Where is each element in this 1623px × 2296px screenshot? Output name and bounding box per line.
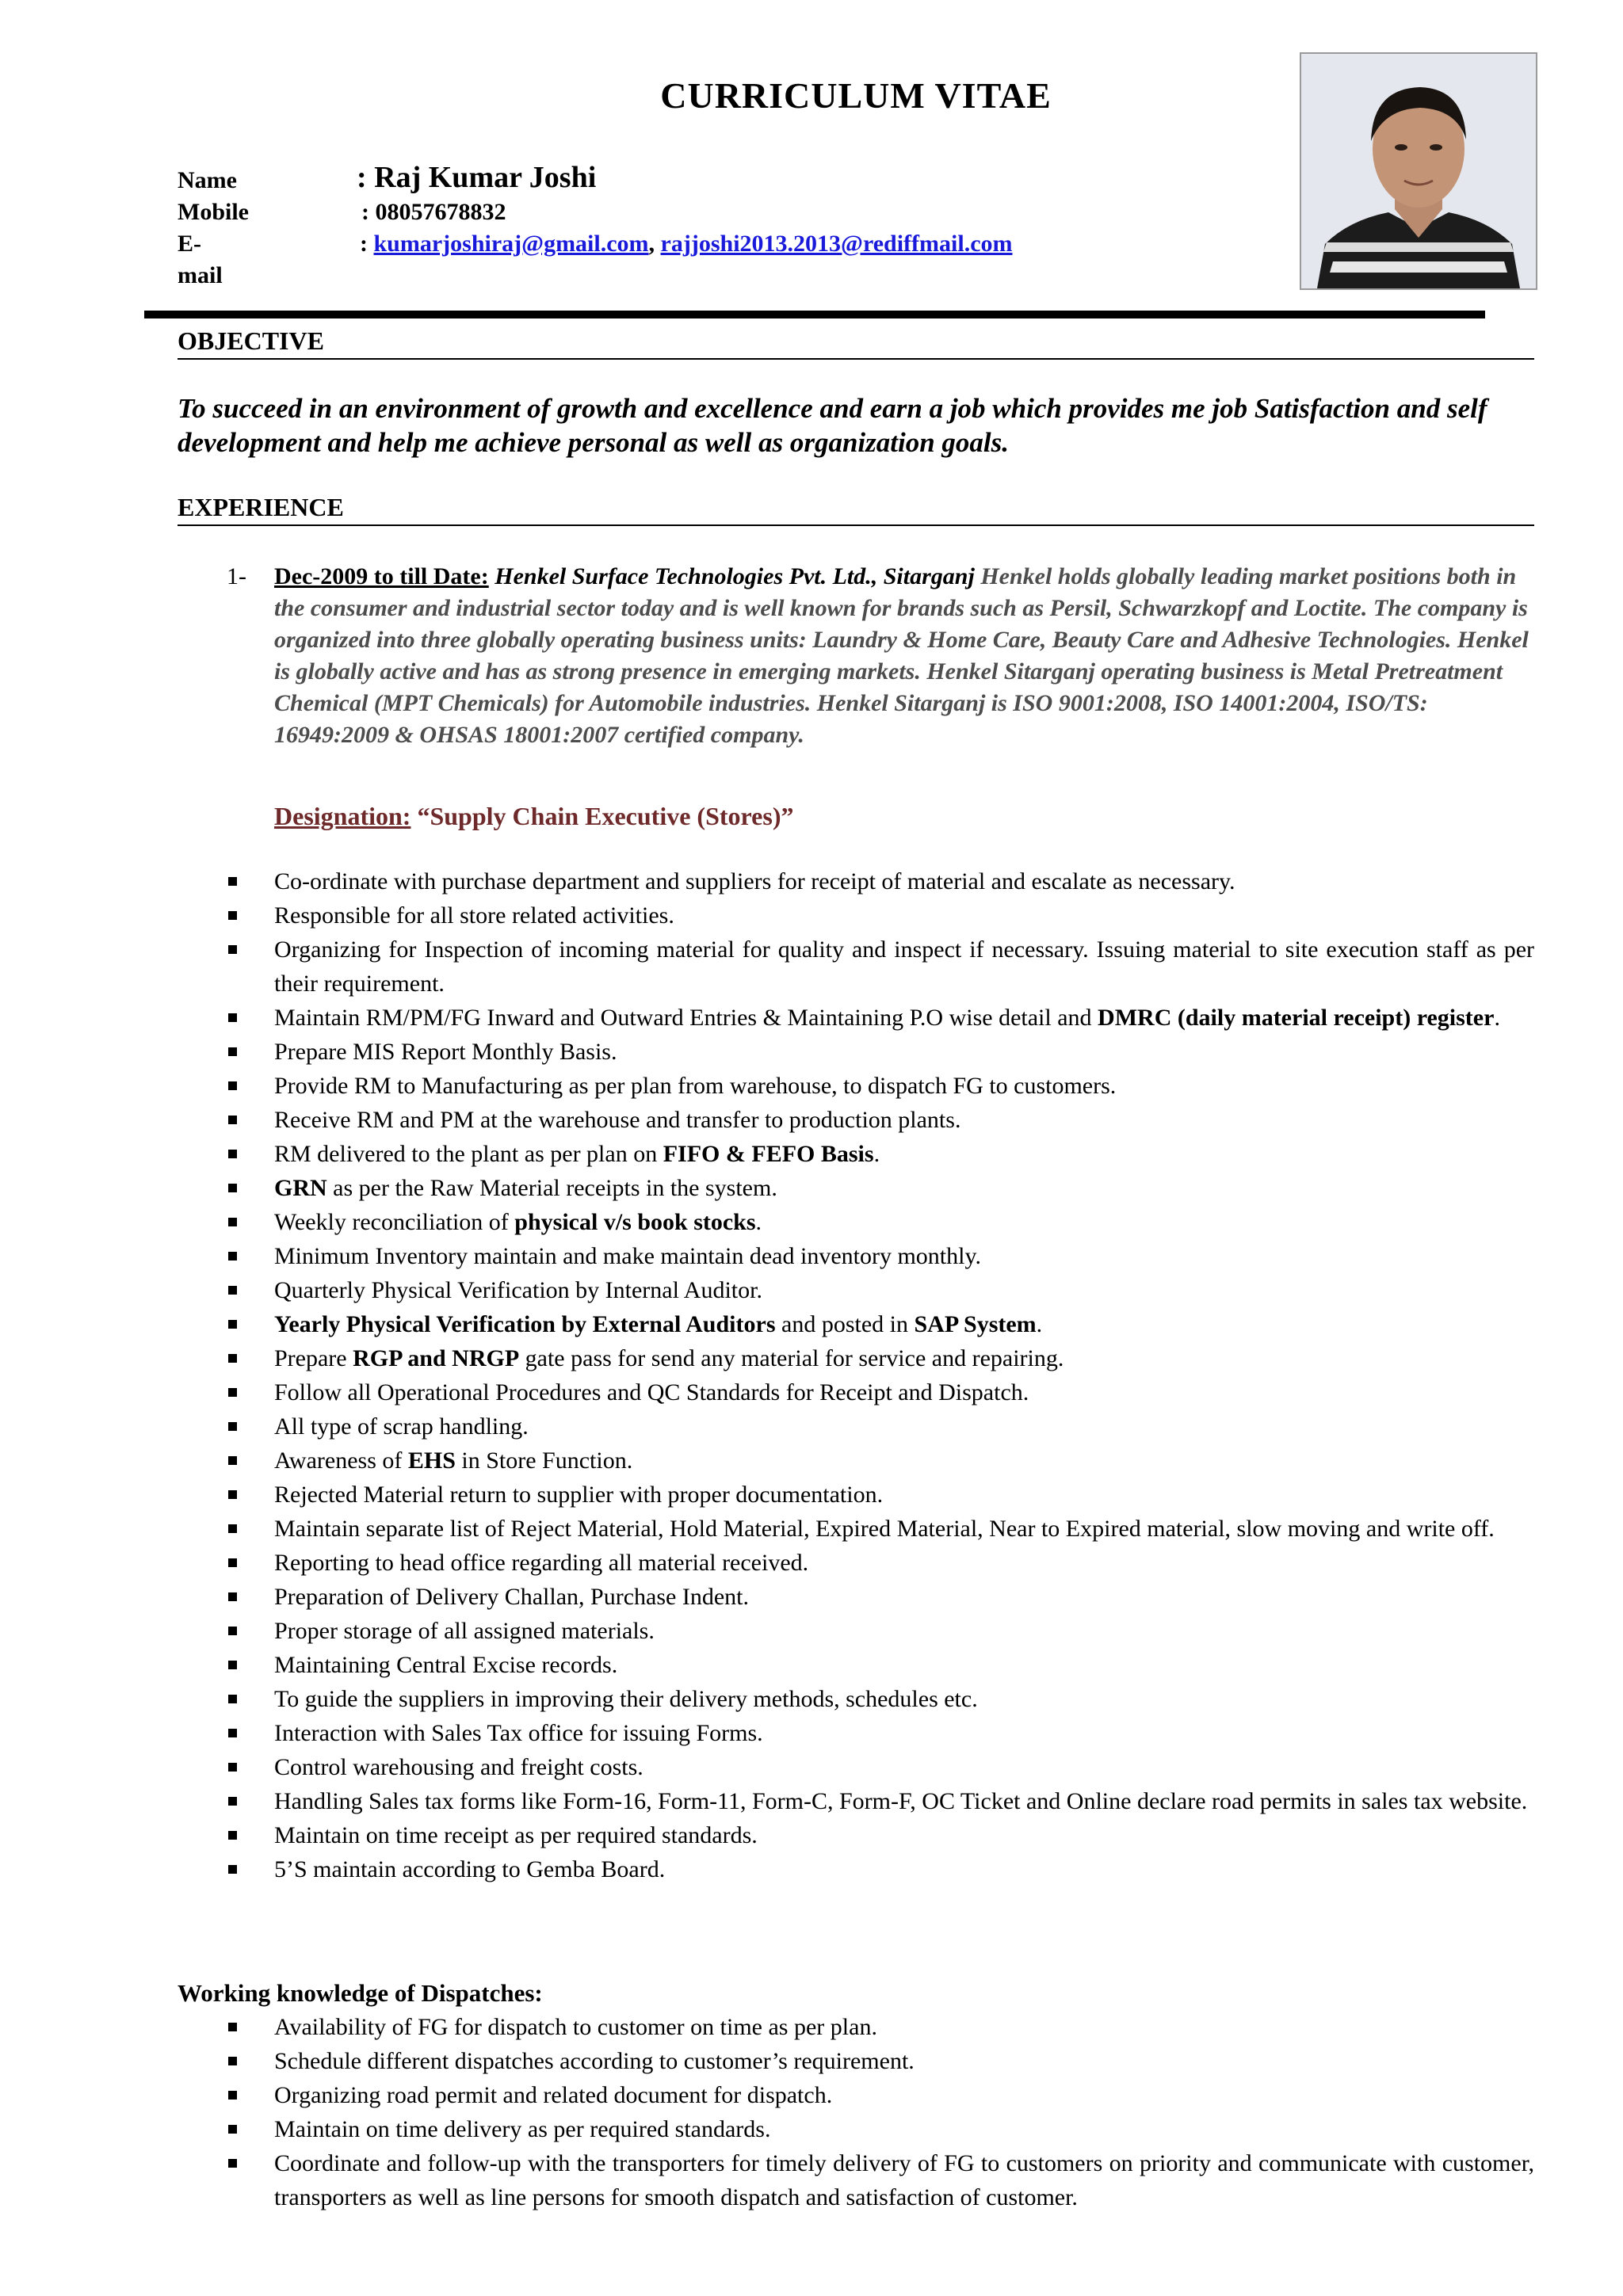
- duty-item: [178, 1409, 1534, 1444]
- text: .: [1036, 1311, 1043, 1337]
- company-description: Henkel holds globally leading market positions both in the consumer and industrial sector today and is well known for brands such as Persil, Schwarzkopf and Loctite. The company is organized into three globally operating business units: Laundry & Home Care, Beauty Care and Adhesive Technologies. Henkel is globally active and has as strong presence in emerging markets. Henkel Sitarganj operating business is Metal Pretreatment Chemical (MPT Chemicals) for Automobile industries. Henkel Sitarganj is ISO 9001:2008, ISO 14001:2004, ISO/TS: 16949:2009 & OHSAS 18001:2007 certified company.: [274, 563, 1529, 748]
- text: Maintain on time receipt as per required standards.: [274, 1822, 758, 1848]
- text: Proper storage of all assigned materials.: [274, 1618, 655, 1644]
- duty-item: [178, 1205, 1534, 1239]
- email-link-2[interactable]: rajjoshi2013.2013@rediffmail.com: [660, 231, 1013, 257]
- duty-item: [178, 1478, 1534, 1512]
- text: Awareness of: [274, 1447, 408, 1474]
- text: Interaction with Sales Tax office for issuing Forms.: [274, 1720, 763, 1746]
- bold-text: Yearly Physical Verification by External Auditors: [274, 1311, 776, 1337]
- mobile-label: Mobile: [178, 199, 249, 225]
- text: Reporting to head office regarding all material received.: [274, 1550, 809, 1576]
- duties-list: [178, 864, 1534, 1886]
- text: Weekly reconciliation of: [274, 1209, 515, 1235]
- duty-item: [178, 1444, 1534, 1478]
- dispatch-list: [178, 2010, 1534, 2214]
- text: and posted in: [775, 1311, 915, 1337]
- text: Control warehousing and freight costs.: [274, 1754, 643, 1780]
- text: Prepare MIS Report Monthly Basis.: [274, 1039, 617, 1065]
- experience-heading: EXPERIENCE: [178, 491, 1534, 526]
- duty-item: [178, 1648, 1534, 1682]
- text: Preparation of Delivery Challan, Purchase Indent.: [274, 1584, 749, 1610]
- duty-item: [178, 898, 1534, 933]
- text: Maintain on time delivery as per required standards.: [274, 2116, 771, 2142]
- email-separator: ,: [648, 231, 661, 257]
- text: Availability of FG for dispatch to customer on time as per plan.: [274, 2014, 877, 2040]
- text: Provide RM to Manufacturing as per plan from warehouse, to dispatch FG to customers.: [274, 1073, 1117, 1099]
- dispatch-item: [178, 2146, 1534, 2214]
- text: .: [755, 1209, 762, 1235]
- objective-text: To succeed in an environment of growth and excellence and earn a job which provides me job Satisfaction and self development and help me achieve personal as well as organization goals.: [178, 393, 1487, 458]
- text: Prepare: [274, 1345, 353, 1371]
- duty-item: [178, 933, 1534, 1001]
- text: Handling Sales tax forms like Form-16, Form-11, Form-C, Form-F, OC Ticket and Online declare road permits in sales tax website.: [274, 1788, 1528, 1814]
- duty-item: [178, 1580, 1534, 1614]
- page-title: CURRICULUM VITAE: [660, 75, 1052, 116]
- text: in Store Function.: [455, 1447, 633, 1474]
- text: Schedule different dispatches according to customer’s requirement.: [274, 2048, 915, 2074]
- text: .: [873, 1141, 880, 1167]
- text: Responsible for all store related activities.: [274, 902, 674, 929]
- text: Receive RM and PM at the warehouse and transfer to production plants.: [274, 1107, 961, 1133]
- text: Quarterly Physical Verification by Internal Auditor.: [274, 1277, 762, 1303]
- duty-item: [178, 1001, 1534, 1035]
- bold-text: GRN: [274, 1175, 327, 1201]
- duty-item: [178, 1784, 1534, 1818]
- duty-item: [178, 1069, 1534, 1103]
- dispatch-item: [178, 2044, 1534, 2078]
- objective-heading: OBJECTIVE: [178, 325, 1534, 360]
- duty-item: [178, 1614, 1534, 1648]
- duty-item: [178, 1307, 1534, 1341]
- email-link-1[interactable]: kumarjoshiraj@gmail.com: [373, 231, 649, 257]
- text: 5’S maintain according to Gemba Board.: [274, 1856, 666, 1882]
- text: Maintaining Central Excise records.: [274, 1652, 618, 1678]
- text: All type of scrap handling.: [274, 1413, 529, 1440]
- text: Organizing for Inspection of incoming material for quality and inspect if necessary. Issuing material to site execution staff as per their requirement.: [274, 936, 1534, 997]
- experience-date: Dec-2009 to till Date:: [274, 563, 489, 589]
- profile-photo-image: [1301, 54, 1536, 288]
- name-label: Name: [178, 167, 237, 193]
- text: Rejected Material return to supplier with proper documentation.: [274, 1482, 884, 1508]
- duty-item: [178, 864, 1534, 898]
- text: Organizing road permit and related document for dispatch.: [274, 2082, 833, 2108]
- bold-text: DMRC (daily material receipt) register: [1098, 1005, 1495, 1031]
- designation: [274, 800, 793, 832]
- text: Follow all Operational Procedures and QC Standards for Receipt and Dispatch.: [274, 1379, 1029, 1405]
- text: RM delivered to the plant as per plan on: [274, 1141, 663, 1167]
- duty-item: [178, 1035, 1534, 1069]
- bold-text: physical v/s book stocks: [514, 1209, 756, 1235]
- duty-item: [178, 1239, 1534, 1273]
- duty-item: [178, 1171, 1534, 1205]
- duty-item: [178, 1137, 1534, 1171]
- dispatch-item: [178, 2078, 1534, 2112]
- duty-item: [178, 1375, 1534, 1409]
- experience-number: 1-: [227, 563, 246, 589]
- email-prefix: :: [360, 231, 374, 257]
- bold-text: EHS: [407, 1447, 456, 1474]
- duty-item: [178, 1341, 1534, 1375]
- text: Maintain RM/PM/FG Inward and Outward Entries & Maintaining P.O wise detail and: [274, 1005, 1098, 1031]
- text: To guide the suppliers in improving their delivery methods, schedules etc.: [274, 1686, 978, 1712]
- duty-item: [178, 1716, 1534, 1750]
- text: Co-ordinate with purchase department and suppliers for receipt of material and escalate as necessary.: [274, 868, 1235, 894]
- duty-item: [178, 1512, 1534, 1546]
- text: .: [1494, 1005, 1500, 1031]
- experience-company: Henkel Surface Technologies Pvt. Ltd., Sitarganj: [495, 563, 975, 589]
- email-label: E-mail: [178, 231, 223, 288]
- duty-item: [178, 1750, 1534, 1784]
- bold-text: FIFO & FEFO Basis: [663, 1141, 874, 1167]
- duty-item: [178, 1852, 1534, 1886]
- duty-item: [178, 1818, 1534, 1852]
- designation-value: “Supply Chain Executive (Stores)”: [417, 802, 794, 830]
- bold-text: RGP and NRGP: [353, 1345, 520, 1371]
- email-values: [360, 228, 1013, 260]
- dispatch-item: [178, 2010, 1534, 2044]
- duty-item: [178, 1546, 1534, 1580]
- designation-label: Designation:: [274, 802, 411, 830]
- duty-item: [178, 1682, 1534, 1716]
- profile-photo: [1300, 52, 1537, 290]
- dispatch-item: [178, 2112, 1534, 2146]
- text: as per the Raw Material receipts in the system.: [327, 1175, 777, 1201]
- bold-text: SAP System: [914, 1311, 1037, 1337]
- text: Coordinate and follow-up with the transporters for timely delivery of FG to customers on priority and communicate with customer, transporters as well as line persons for smooth dispatch and satisfaction of customer.: [274, 2150, 1534, 2210]
- header-divider: [144, 311, 1485, 318]
- text: gate pass for send any material for service and repairing.: [519, 1345, 1064, 1371]
- dispatch-heading: Working knowledge of Dispatches:: [178, 1979, 543, 2007]
- text: Minimum Inventory maintain and make maintain dead inventory monthly.: [274, 1243, 982, 1269]
- name-value: : Raj Kumar Joshi: [357, 161, 597, 194]
- text: Maintain separate list of Reject Material, Hold Material, Expired Material, Near to Expired material, slow moving and write off.: [274, 1516, 1495, 1542]
- duty-item: [178, 1103, 1534, 1137]
- mobile-value: : 08057678832: [361, 199, 506, 225]
- experience-entry: [274, 561, 1534, 751]
- duty-item: [178, 1273, 1534, 1307]
